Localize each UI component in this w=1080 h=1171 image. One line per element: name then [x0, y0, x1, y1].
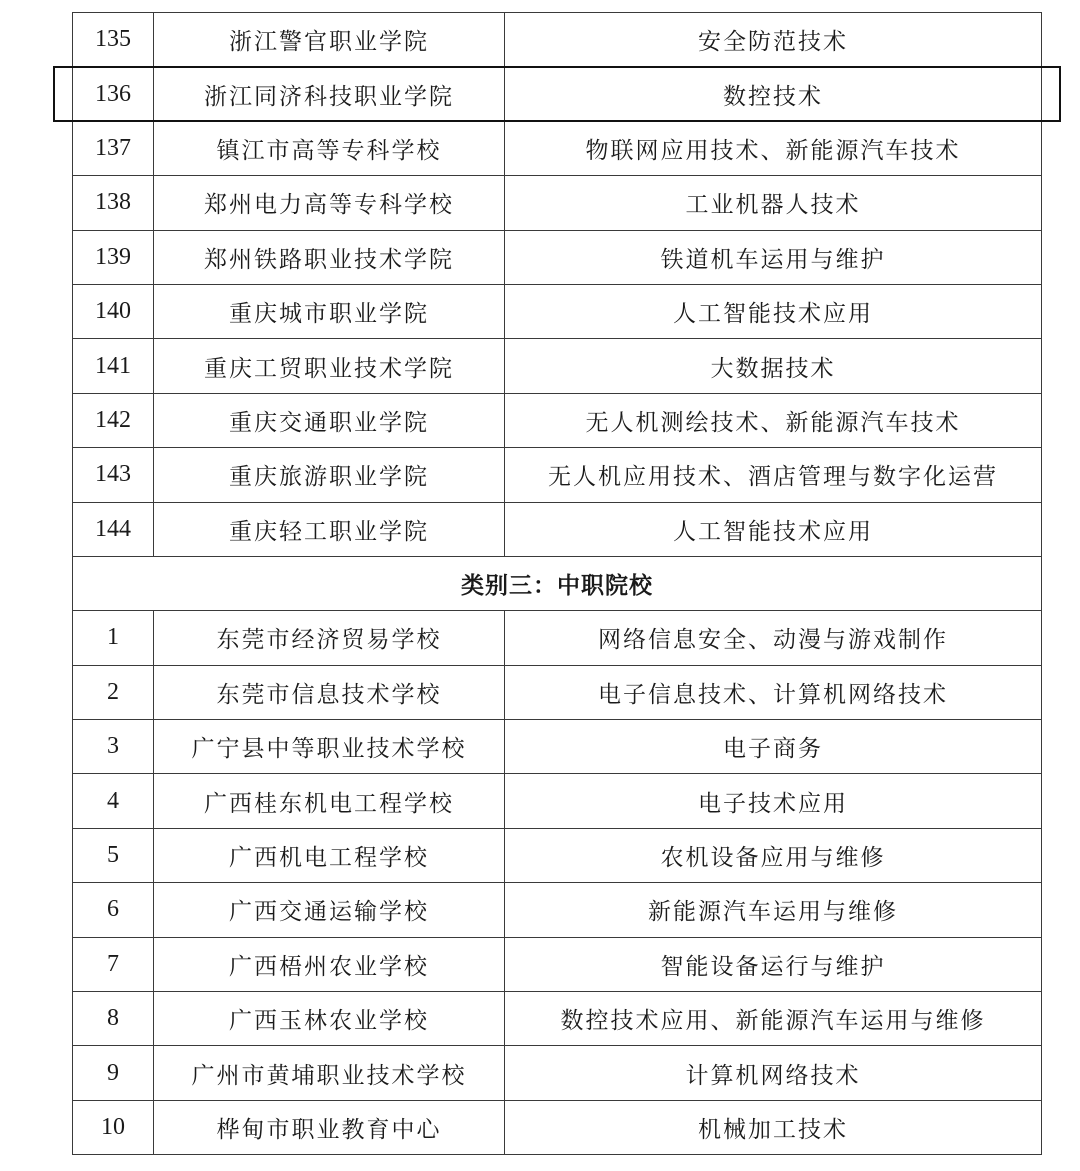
major-name: 安全防范技术: [505, 13, 1042, 67]
table-row: [73, 502, 1042, 556]
row-number: 143: [73, 448, 154, 502]
school-name: 广西机电工程学校: [154, 828, 505, 882]
school-name: 郑州铁路职业技术学院: [154, 230, 505, 284]
major-name: 数控技术: [505, 67, 1042, 121]
school-name: 广西桂东机电工程学校: [154, 774, 505, 828]
table-row: [73, 720, 1042, 774]
major-name: 铁道机车运用与维护: [505, 230, 1042, 284]
major-name: 物联网应用技术、新能源汽车技术: [505, 121, 1042, 175]
table-row: [73, 937, 1042, 991]
table-row: [73, 176, 1042, 230]
school-name: 重庆旅游职业学院: [154, 448, 505, 502]
table-row: [73, 883, 1042, 937]
row-number: 8: [73, 992, 154, 1046]
institution-table: [72, 12, 1042, 1155]
school-name: 郑州电力高等专科学校: [154, 176, 505, 230]
row-number: 140: [73, 284, 154, 338]
school-name: 重庆工贸职业技术学院: [154, 339, 505, 393]
row-number: 138: [73, 176, 154, 230]
school-name: 重庆城市职业学院: [154, 284, 505, 338]
table-row: [73, 992, 1042, 1046]
major-name: 无人机测绘技术、新能源汽车技术: [505, 393, 1042, 447]
table-row: [73, 1100, 1042, 1154]
school-name: 广西梧州农业学校: [154, 937, 505, 991]
row-number: 4: [73, 774, 154, 828]
category-row: [73, 556, 1042, 610]
major-name: 智能设备运行与维护: [505, 937, 1042, 991]
table-row: [73, 121, 1042, 175]
row-number: 137: [73, 121, 154, 175]
row-number: 9: [73, 1046, 154, 1100]
row-number: 142: [73, 393, 154, 447]
table-row: [73, 448, 1042, 502]
major-name: 数控技术应用、新能源汽车运用与维修: [505, 992, 1042, 1046]
major-name: 电子技术应用: [505, 774, 1042, 828]
major-name: 电子信息技术、计算机网络技术: [505, 665, 1042, 719]
school-name: 广西交通运输学校: [154, 883, 505, 937]
table-row: [73, 339, 1042, 393]
row-number: 135: [73, 13, 154, 67]
major-name: 农机设备应用与维修: [505, 828, 1042, 882]
table-row: [73, 230, 1042, 284]
table-row: [73, 665, 1042, 719]
major-name: 工业机器人技术: [505, 176, 1042, 230]
school-name: 广西玉林农业学校: [154, 992, 505, 1046]
table-row: [73, 393, 1042, 447]
major-name: 无人机应用技术、酒店管理与数字化运营: [505, 448, 1042, 502]
major-name: 新能源汽车运用与维修: [505, 883, 1042, 937]
major-name: 电子商务: [505, 720, 1042, 774]
row-number: 144: [73, 502, 154, 556]
school-name: 广州市黄埔职业技术学校: [154, 1046, 505, 1100]
school-name: 广宁县中等职业技术学校: [154, 720, 505, 774]
row-number: 139: [73, 230, 154, 284]
major-name: 网络信息安全、动漫与游戏制作: [505, 611, 1042, 665]
table-row-highlighted: [73, 67, 1042, 121]
row-number: 5: [73, 828, 154, 882]
school-name: 重庆交通职业学院: [154, 393, 505, 447]
table-row: [73, 774, 1042, 828]
row-number: 3: [73, 720, 154, 774]
category-title: 类别三：中职院校: [73, 556, 1042, 610]
major-name: 机械加工技术: [505, 1100, 1042, 1154]
table-row: [73, 284, 1042, 338]
row-number: 2: [73, 665, 154, 719]
table-row: [73, 13, 1042, 67]
table-row: [73, 611, 1042, 665]
major-name: 人工智能技术应用: [505, 284, 1042, 338]
table-row: [73, 1046, 1042, 1100]
school-name: 东莞市经济贸易学校: [154, 611, 505, 665]
school-name: 浙江同济科技职业学院: [154, 67, 505, 121]
row-number: 7: [73, 937, 154, 991]
school-name: 镇江市高等专科学校: [154, 121, 505, 175]
school-name: 浙江警官职业学院: [154, 13, 505, 67]
row-number: 6: [73, 883, 154, 937]
school-name: 东莞市信息技术学校: [154, 665, 505, 719]
row-number: 10: [73, 1100, 154, 1154]
row-number: 141: [73, 339, 154, 393]
row-number: 1: [73, 611, 154, 665]
school-name: 重庆轻工职业学院: [154, 502, 505, 556]
row-number: 136: [73, 67, 154, 121]
major-name: 大数据技术: [505, 339, 1042, 393]
major-name: 计算机网络技术: [505, 1046, 1042, 1100]
school-name: 桦甸市职业教育中心: [154, 1100, 505, 1154]
major-name: 人工智能技术应用: [505, 502, 1042, 556]
table-row: [73, 828, 1042, 882]
